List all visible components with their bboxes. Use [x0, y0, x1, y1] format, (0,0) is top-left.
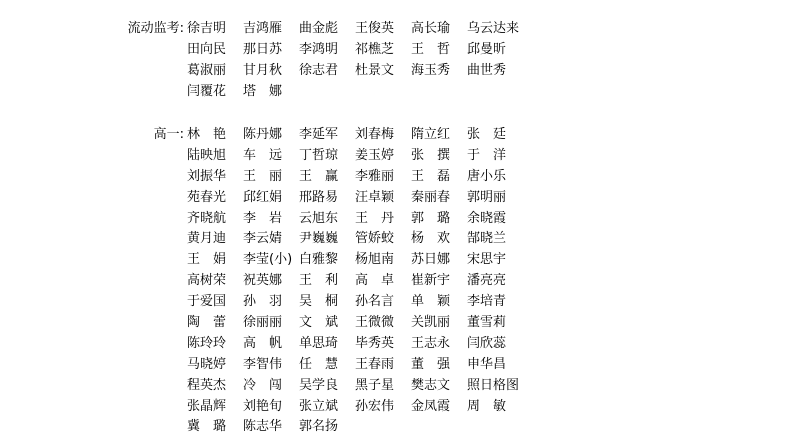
name-entry: 李雅丽	[355, 168, 395, 184]
name-entry: 苏日娜	[411, 252, 451, 268]
name-entry: 葛淑丽	[187, 62, 227, 78]
name-entry: 王 哲	[411, 41, 451, 57]
name-entry: 高树荣	[187, 273, 227, 289]
name-entry: 吴 桐	[299, 294, 339, 310]
name-grid	[187, 18, 523, 102]
name-entry: 郭明丽	[467, 189, 507, 205]
name-entry: 李 岩	[243, 210, 283, 226]
name-entry: 徐志君	[299, 62, 339, 78]
name-entry: 邱曼昕	[467, 41, 507, 57]
name-entry: 管娇蛟	[355, 231, 395, 247]
name-entry: 孙 羽	[243, 294, 283, 310]
name-entry: 余晓霞	[467, 210, 507, 226]
name-entry: 张 撰	[411, 147, 451, 163]
name-entry: 王 丽	[243, 168, 283, 184]
name-entry: 乌云达来	[467, 21, 520, 36]
name-entry: 秦丽春	[411, 189, 451, 205]
name-entry: 郭名扬	[299, 419, 339, 435]
name-entry: 文 斌	[299, 315, 339, 331]
name-entry: 冷 闯	[243, 377, 283, 393]
name-entry: 李鸿明	[299, 41, 339, 57]
name-entry: 李智伟	[243, 356, 283, 372]
name-entry: 王春雨	[355, 356, 395, 372]
name-entry: 樊志文	[411, 377, 451, 393]
name-entry: 于 洋	[467, 147, 507, 163]
name-entry: 李培青	[467, 294, 507, 310]
name-entry: 邢路易	[299, 189, 339, 205]
name-entry: 程英杰	[187, 377, 227, 393]
name-entry: 高 卓	[355, 273, 395, 289]
name-entry: 徐吉明	[187, 21, 227, 36]
name-entry: 王 磊	[411, 168, 451, 184]
name-entry: 张晶辉	[187, 398, 227, 414]
name-entry: 白雅黎	[299, 252, 339, 268]
name-entry: 车 远	[243, 147, 283, 163]
name-entry: 王微微	[355, 315, 395, 331]
name-entry: 丁哲琼	[299, 147, 339, 163]
name-entry: 杨 欢	[411, 231, 451, 247]
name-entry: 王 娟	[187, 252, 227, 268]
name-entry: 祁樵芝	[355, 41, 395, 57]
name-entry: 隋立红	[411, 127, 451, 142]
name-entry: 杜景文	[355, 62, 395, 78]
name-entry: 任 慧	[299, 356, 339, 372]
section-label: 高一:	[153, 127, 184, 142]
name-entry: 马晓婷	[187, 356, 227, 372]
name-entry: 曲金彪	[299, 21, 339, 36]
name-entry: 刘振华	[187, 168, 227, 184]
name-entry: 闫欣蕊	[467, 335, 507, 351]
name-entry: 林 艳	[187, 127, 227, 142]
name-entry: 甘月秋	[243, 62, 283, 78]
name-entry: 张 廷	[467, 127, 507, 142]
name-entry: 王俊英	[355, 21, 395, 36]
name-entry: 黑子星	[355, 377, 395, 393]
name-entry: 申华昌	[467, 356, 507, 372]
name-entry: 孙宏伟	[355, 398, 395, 414]
name-entry: 姜玉婷	[355, 147, 395, 163]
name-entry: 田向民	[187, 41, 227, 57]
name-entry: 闫覆花	[187, 83, 227, 99]
name-entry: 陈志华	[243, 419, 283, 435]
name-entry: 照日格图	[467, 377, 520, 393]
name-entry: 王 利	[299, 273, 339, 289]
name-entry: 陈玲玲	[187, 335, 227, 351]
name-entry: 唐小乐	[467, 168, 507, 184]
name-entry: 高长瑜	[411, 21, 451, 36]
name-entry: 单 颖	[411, 294, 451, 310]
name-entry: 曲世秀	[467, 62, 507, 78]
name-entry: 毕秀英	[355, 335, 395, 351]
name-entry: 邱红娟	[243, 189, 283, 205]
name-grid	[187, 124, 523, 437]
name-entry: 云旭东	[299, 210, 339, 226]
name-entry: 海玉秀	[411, 62, 451, 78]
name-entry: 王志永	[411, 335, 451, 351]
name-entry: 董雪莉	[467, 315, 507, 331]
name-entry: 周 敏	[467, 398, 507, 414]
name-entry: 关凯丽	[411, 315, 451, 331]
name-entry: 尹巍巍	[299, 231, 339, 247]
name-entry: 陆映旭	[187, 147, 227, 163]
name-entry: 宋思宇	[467, 252, 507, 268]
name-entry: 郭 璐	[411, 210, 451, 226]
name-entry: 塔 娜	[243, 83, 283, 99]
name-entry: 王 赢	[299, 168, 339, 184]
name-entry: 刘艳旬	[243, 398, 283, 414]
name-entry: 陈丹娜	[243, 127, 283, 142]
name-entry: 冀 璐	[187, 419, 227, 435]
name-entry: 单思琦	[299, 335, 339, 351]
name-entry: 那日苏	[243, 41, 283, 57]
name-entry: 徐丽丽	[243, 315, 283, 331]
name-entry: 汪卓颖	[355, 189, 395, 205]
name-entry: 张立斌	[299, 398, 339, 414]
name-entry: 吴学良	[299, 377, 339, 393]
name-entry: 李延军	[299, 127, 339, 142]
name-entry: 黄月迪	[187, 231, 227, 247]
name-entry: 祝英娜	[243, 273, 283, 289]
name-entry: 陶 蕾	[187, 315, 227, 331]
section-label: 流动监考:	[127, 21, 184, 36]
name-entry: 高 帆	[243, 335, 283, 351]
name-entry: 金凤霞	[411, 398, 451, 414]
name-entry: 王 丹	[355, 210, 395, 226]
name-entry: 郜晓兰	[467, 231, 507, 247]
name-entry: 吉鸿雁	[243, 21, 283, 36]
name-entry: 于爱国	[187, 294, 227, 310]
name-entry: 李云婧	[243, 231, 283, 247]
name-entry: 李莹(小)	[243, 252, 293, 268]
name-entry: 刘春梅	[355, 127, 395, 142]
name-entry: 齐晓航	[187, 210, 227, 226]
name-entry: 潘亮亮	[467, 273, 507, 289]
name-entry: 孙名言	[355, 294, 395, 310]
name-entry: 董 强	[411, 356, 451, 372]
name-entry: 苑春光	[187, 189, 227, 205]
name-entry: 杨旭南	[355, 252, 395, 268]
name-entry: 崔新宇	[411, 273, 451, 289]
